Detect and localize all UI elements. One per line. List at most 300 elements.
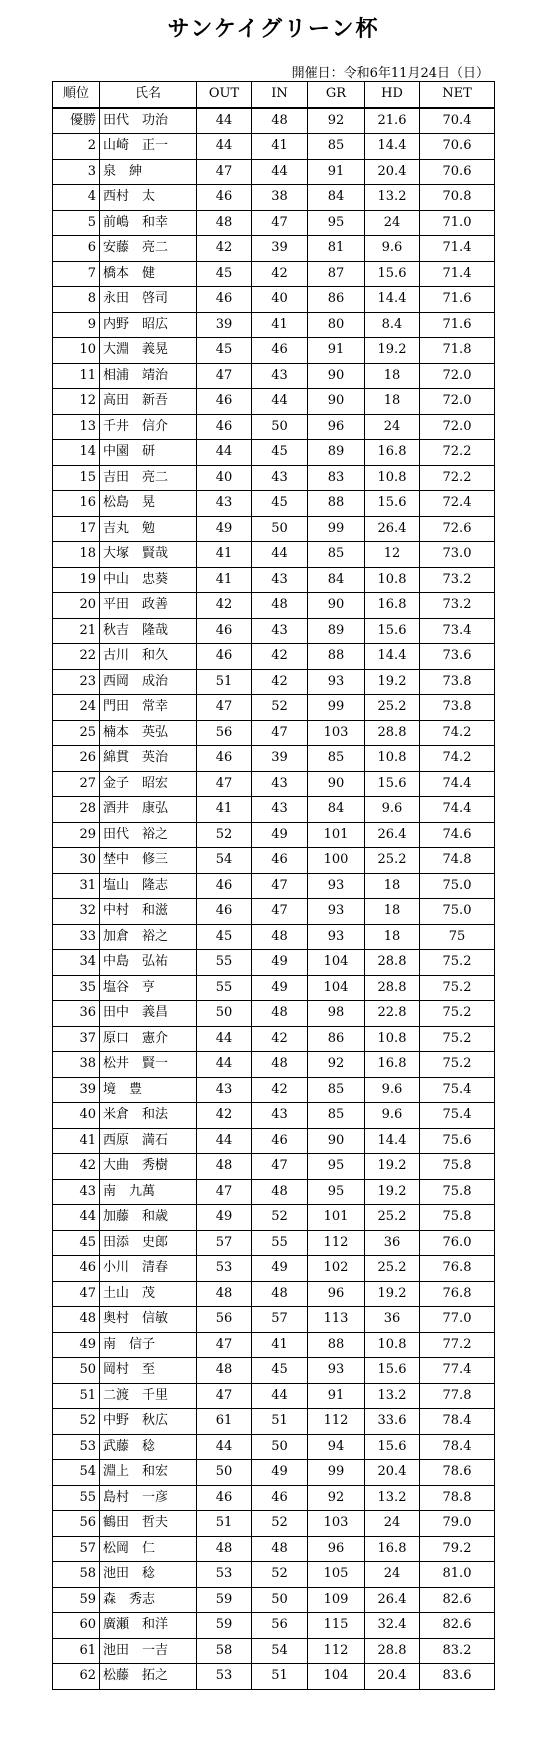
table-row (53, 950, 495, 976)
cell-handicap: 16.8 (365, 440, 420, 466)
cell-in: 42 (252, 644, 308, 670)
cell-out: 53 (197, 1562, 252, 1588)
cell-handicap: 28.8 (365, 720, 420, 746)
cell-net: 75.2 (420, 1026, 495, 1052)
cell-rank: 34 (53, 950, 100, 976)
cell-handicap: 18 (365, 389, 420, 415)
cell-net: 70.8 (420, 185, 495, 211)
cell-out: 49 (197, 1205, 252, 1231)
cell-net: 83.6 (420, 1664, 495, 1690)
cell-rank: 優勝 (53, 108, 100, 134)
cell-player-name: 南 九萬 (100, 1179, 197, 1205)
cell-gross: 85 (308, 1077, 365, 1103)
cell-player-name: 西岡 成治 (100, 669, 197, 695)
table-row (53, 975, 495, 1001)
cell-rank: 46 (53, 1256, 100, 1282)
cell-in: 45 (252, 440, 308, 466)
cell-in: 39 (252, 236, 308, 262)
cell-gross: 90 (308, 1128, 365, 1154)
cell-player-name: 廣瀬 和洋 (100, 1613, 197, 1639)
cell-player-name: 島村 一彦 (100, 1485, 197, 1511)
cell-out: 56 (197, 1307, 252, 1333)
cell-net: 78.6 (420, 1460, 495, 1486)
cell-in: 44 (252, 542, 308, 568)
cell-net: 77.0 (420, 1307, 495, 1333)
cell-in: 47 (252, 899, 308, 925)
cell-gross: 113 (308, 1307, 365, 1333)
cell-player-name: 南 信子 (100, 1332, 197, 1358)
cell-rank: 50 (53, 1358, 100, 1384)
table-row (53, 236, 495, 262)
table-row (53, 1460, 495, 1486)
table-row (53, 669, 495, 695)
cell-handicap: 20.4 (365, 159, 420, 185)
cell-in: 44 (252, 1383, 308, 1409)
cell-gross: 94 (308, 1434, 365, 1460)
cell-in: 56 (252, 1613, 308, 1639)
cell-handicap: 15.6 (365, 771, 420, 797)
cell-player-name: 田代 裕之 (100, 822, 197, 848)
cell-rank: 42 (53, 1154, 100, 1180)
cell-gross: 99 (308, 516, 365, 542)
cell-rank: 18 (53, 542, 100, 568)
table-row (53, 1179, 495, 1205)
cell-player-name: 橋本 健 (100, 261, 197, 287)
cell-rank: 28 (53, 797, 100, 823)
cell-in: 49 (252, 950, 308, 976)
cell-out: 50 (197, 1001, 252, 1027)
cell-gross: 101 (308, 1205, 365, 1231)
cell-player-name: 池田 稔 (100, 1562, 197, 1588)
header-in: IN (252, 82, 308, 108)
cell-player-name: 中村 和滋 (100, 899, 197, 925)
cell-handicap: 25.2 (365, 848, 420, 874)
cell-handicap: 33.6 (365, 1409, 420, 1435)
cell-gross: 104 (308, 1664, 365, 1690)
cell-out: 47 (197, 363, 252, 389)
cell-out: 59 (197, 1587, 252, 1613)
cell-out: 46 (197, 899, 252, 925)
table-row (53, 797, 495, 823)
cell-player-name: 吉丸 勉 (100, 516, 197, 542)
cell-gross: 103 (308, 1511, 365, 1537)
table-row (53, 1409, 495, 1435)
cell-net: 71.4 (420, 236, 495, 262)
cell-gross: 92 (308, 1052, 365, 1078)
cell-net: 73.6 (420, 644, 495, 670)
cell-in: 41 (252, 312, 308, 338)
cell-handicap: 18 (365, 363, 420, 389)
table-row (53, 1103, 495, 1129)
cell-net: 73.2 (420, 593, 495, 619)
cell-net: 71.0 (420, 210, 495, 236)
cell-net: 73.8 (420, 695, 495, 721)
cell-player-name: 中島 弘祐 (100, 950, 197, 976)
table-row (53, 695, 495, 721)
cell-net: 75.2 (420, 1052, 495, 1078)
cell-gross: 80 (308, 312, 365, 338)
header-gross: GR (308, 82, 365, 108)
cell-player-name: 奥村 信敏 (100, 1307, 197, 1333)
cell-player-name: 中園 研 (100, 440, 197, 466)
cell-handicap: 25.2 (365, 1205, 420, 1231)
cell-net: 71.4 (420, 261, 495, 287)
cell-rank: 29 (53, 822, 100, 848)
event-date: 開催日：令和6年11月24日（日） (291, 66, 489, 81)
table-row (53, 159, 495, 185)
cell-rank: 58 (53, 1562, 100, 1588)
cell-player-name: 大塚 賢哉 (100, 542, 197, 568)
cell-rank: 62 (53, 1664, 100, 1690)
cell-net: 72.4 (420, 491, 495, 517)
cell-out: 46 (197, 644, 252, 670)
cell-gross: 88 (308, 1332, 365, 1358)
cell-net: 77.4 (420, 1358, 495, 1384)
results-table (52, 81, 495, 1690)
table-row (53, 1613, 495, 1639)
table-row (53, 134, 495, 160)
table-row (53, 1562, 495, 1588)
cell-rank: 52 (53, 1409, 100, 1435)
cell-gross: 84 (308, 567, 365, 593)
cell-handicap: 16.8 (365, 1536, 420, 1562)
cell-handicap: 16.8 (365, 1052, 420, 1078)
cell-rank: 7 (53, 261, 100, 287)
cell-player-name: 淵上 和宏 (100, 1460, 197, 1486)
table-row (53, 873, 495, 899)
cell-in: 48 (252, 1001, 308, 1027)
cell-rank: 36 (53, 1001, 100, 1027)
cell-net: 75.6 (420, 1128, 495, 1154)
cell-rank: 51 (53, 1383, 100, 1409)
cell-handicap: 28.8 (365, 1638, 420, 1664)
cell-handicap: 36 (365, 1307, 420, 1333)
cell-gross: 99 (308, 1460, 365, 1486)
table-row (53, 1664, 495, 1690)
cell-out: 47 (197, 771, 252, 797)
cell-rank: 10 (53, 338, 100, 364)
cell-out: 53 (197, 1664, 252, 1690)
cell-rank: 45 (53, 1230, 100, 1256)
cell-net: 74.2 (420, 746, 495, 772)
cell-net: 71.6 (420, 287, 495, 313)
table-row (53, 465, 495, 491)
table-row (53, 210, 495, 236)
cell-in: 42 (252, 1026, 308, 1052)
cell-rank: 37 (53, 1026, 100, 1052)
cell-net: 75.8 (420, 1154, 495, 1180)
cell-rank: 5 (53, 210, 100, 236)
cell-in: 46 (252, 848, 308, 874)
cell-rank: 13 (53, 414, 100, 440)
cell-player-name: 西村 太 (100, 185, 197, 211)
cell-rank: 55 (53, 1485, 100, 1511)
cell-out: 46 (197, 287, 252, 313)
table-row (53, 414, 495, 440)
cell-rank: 35 (53, 975, 100, 1001)
cell-player-name: 中山 忠葵 (100, 567, 197, 593)
cell-player-name: 田代 功治 (100, 108, 197, 134)
cell-handicap: 19.2 (365, 338, 420, 364)
cell-player-name: 小川 清春 (100, 1256, 197, 1282)
table-row (53, 491, 495, 517)
cell-gross: 112 (308, 1230, 365, 1256)
table-row (53, 899, 495, 925)
cell-out: 61 (197, 1409, 252, 1435)
cell-out: 46 (197, 414, 252, 440)
cell-gross: 91 (308, 1383, 365, 1409)
table-row (53, 338, 495, 364)
table-row (53, 771, 495, 797)
cell-in: 49 (252, 1256, 308, 1282)
cell-player-name: 武藤 稔 (100, 1434, 197, 1460)
cell-rank: 47 (53, 1281, 100, 1307)
cell-rank: 59 (53, 1587, 100, 1613)
cell-net: 75 (420, 924, 495, 950)
cell-player-name: 大曲 秀樹 (100, 1154, 197, 1180)
cell-gross: 93 (308, 1358, 365, 1384)
cell-player-name: 中野 秋広 (100, 1409, 197, 1435)
cell-net: 70.6 (420, 159, 495, 185)
cell-rank: 17 (53, 516, 100, 542)
table-row (53, 1230, 495, 1256)
cell-in: 52 (252, 1511, 308, 1537)
table-row (53, 1128, 495, 1154)
cell-handicap: 9.6 (365, 236, 420, 262)
cell-net: 74.4 (420, 771, 495, 797)
cell-out: 42 (197, 593, 252, 619)
cell-gross: 95 (308, 1154, 365, 1180)
cell-rank: 61 (53, 1638, 100, 1664)
cell-gross: 85 (308, 1103, 365, 1129)
cell-gross: 104 (308, 975, 365, 1001)
cell-net: 72.2 (420, 465, 495, 491)
cell-rank: 2 (53, 134, 100, 160)
cell-out: 55 (197, 975, 252, 1001)
table-row (53, 312, 495, 338)
cell-in: 43 (252, 797, 308, 823)
cell-out: 41 (197, 542, 252, 568)
cell-rank: 38 (53, 1052, 100, 1078)
table-row (53, 1256, 495, 1282)
cell-in: 43 (252, 618, 308, 644)
cell-in: 49 (252, 975, 308, 1001)
cell-gross: 87 (308, 261, 365, 287)
cell-player-name: 高田 新吾 (100, 389, 197, 415)
cell-net: 75.8 (420, 1179, 495, 1205)
cell-handicap: 13.2 (365, 1485, 420, 1511)
cell-out: 48 (197, 1358, 252, 1384)
cell-handicap: 12 (365, 542, 420, 568)
cell-gross: 104 (308, 950, 365, 976)
cell-gross: 84 (308, 185, 365, 211)
cell-out: 42 (197, 236, 252, 262)
cell-gross: 88 (308, 644, 365, 670)
cell-in: 41 (252, 134, 308, 160)
cell-gross: 81 (308, 236, 365, 262)
cell-gross: 90 (308, 389, 365, 415)
table-row (53, 720, 495, 746)
cell-gross: 112 (308, 1409, 365, 1435)
cell-handicap: 14.4 (365, 1128, 420, 1154)
page-title: サンケイグリーン杯 (167, 16, 380, 42)
cell-handicap: 22.8 (365, 1001, 420, 1027)
cell-gross: 91 (308, 159, 365, 185)
cell-out: 46 (197, 873, 252, 899)
cell-player-name: 池田 一吉 (100, 1638, 197, 1664)
cell-handicap: 36 (365, 1230, 420, 1256)
cell-handicap: 19.2 (365, 669, 420, 695)
cell-gross: 102 (308, 1256, 365, 1282)
cell-net: 75.4 (420, 1103, 495, 1129)
cell-out: 50 (197, 1460, 252, 1486)
table-row (53, 593, 495, 619)
cell-gross: 88 (308, 491, 365, 517)
cell-gross: 93 (308, 669, 365, 695)
cell-rank: 30 (53, 848, 100, 874)
table-row (53, 1281, 495, 1307)
cell-in: 49 (252, 1460, 308, 1486)
cell-in: 45 (252, 1358, 308, 1384)
cell-rank: 41 (53, 1128, 100, 1154)
table-row (53, 644, 495, 670)
cell-in: 44 (252, 159, 308, 185)
cell-player-name: 千井 信介 (100, 414, 197, 440)
cell-handicap: 28.8 (365, 950, 420, 976)
table-row (53, 924, 495, 950)
table-row (53, 1001, 495, 1027)
header-net: NET (420, 82, 495, 108)
cell-player-name: 岡村 至 (100, 1358, 197, 1384)
table-row (53, 567, 495, 593)
cell-player-name: 松藤 拓之 (100, 1664, 197, 1690)
cell-gross: 86 (308, 287, 365, 313)
cell-rank: 14 (53, 440, 100, 466)
cell-player-name: 平田 政善 (100, 593, 197, 619)
cell-rank: 23 (53, 669, 100, 695)
cell-player-name: 土山 茂 (100, 1281, 197, 1307)
cell-rank: 56 (53, 1511, 100, 1537)
cell-rank: 33 (53, 924, 100, 950)
cell-net: 79.2 (420, 1536, 495, 1562)
cell-gross: 115 (308, 1613, 365, 1639)
cell-in: 43 (252, 567, 308, 593)
table-row (53, 1154, 495, 1180)
cell-handicap: 24 (365, 1511, 420, 1537)
cell-in: 55 (252, 1230, 308, 1256)
cell-net: 83.2 (420, 1638, 495, 1664)
cell-rank: 15 (53, 465, 100, 491)
cell-gross: 91 (308, 338, 365, 364)
cell-gross: 99 (308, 695, 365, 721)
table-row (53, 516, 495, 542)
table-row (53, 1307, 495, 1333)
cell-handicap: 14.4 (365, 134, 420, 160)
cell-out: 45 (197, 924, 252, 950)
cell-handicap: 25.2 (365, 695, 420, 721)
cell-net: 78.4 (420, 1434, 495, 1460)
cell-gross: 93 (308, 924, 365, 950)
cell-net: 73.4 (420, 618, 495, 644)
cell-rank: 32 (53, 899, 100, 925)
cell-gross: 98 (308, 1001, 365, 1027)
cell-gross: 86 (308, 1026, 365, 1052)
cell-gross: 92 (308, 108, 365, 134)
cell-in: 40 (252, 287, 308, 313)
cell-rank: 40 (53, 1103, 100, 1129)
cell-handicap: 15.6 (365, 491, 420, 517)
cell-out: 44 (197, 1128, 252, 1154)
cell-in: 42 (252, 1077, 308, 1103)
cell-player-name: 前嶋 和幸 (100, 210, 197, 236)
cell-handicap: 15.6 (365, 618, 420, 644)
cell-gross: 95 (308, 210, 365, 236)
cell-in: 43 (252, 771, 308, 797)
results-body (53, 108, 495, 1690)
cell-handicap: 28.8 (365, 975, 420, 1001)
cell-in: 51 (252, 1664, 308, 1690)
cell-gross: 101 (308, 822, 365, 848)
cell-handicap: 26.4 (365, 1587, 420, 1613)
cell-out: 45 (197, 261, 252, 287)
cell-player-name: 米倉 和法 (100, 1103, 197, 1129)
cell-in: 42 (252, 261, 308, 287)
cell-net: 74.6 (420, 822, 495, 848)
cell-net: 73.8 (420, 669, 495, 695)
cell-out: 44 (197, 134, 252, 160)
cell-net: 71.8 (420, 338, 495, 364)
cell-net: 72.0 (420, 389, 495, 415)
header-name: 氏名 (100, 82, 197, 108)
cell-handicap: 25.2 (365, 1256, 420, 1282)
cell-handicap: 26.4 (365, 516, 420, 542)
cell-player-name: 境 豊 (100, 1077, 197, 1103)
cell-gross: 92 (308, 1485, 365, 1511)
cell-in: 38 (252, 185, 308, 211)
cell-out: 59 (197, 1613, 252, 1639)
table-row (53, 1332, 495, 1358)
cell-rank: 43 (53, 1179, 100, 1205)
cell-handicap: 18 (365, 899, 420, 925)
cell-out: 58 (197, 1638, 252, 1664)
cell-handicap: 10.8 (365, 567, 420, 593)
cell-rank: 11 (53, 363, 100, 389)
cell-gross: 100 (308, 848, 365, 874)
cell-out: 41 (197, 797, 252, 823)
cell-out: 52 (197, 822, 252, 848)
cell-player-name: 内野 昭広 (100, 312, 197, 338)
cell-handicap: 15.6 (365, 1358, 420, 1384)
cell-net: 73.2 (420, 567, 495, 593)
cell-handicap: 19.2 (365, 1179, 420, 1205)
cell-handicap: 20.4 (365, 1664, 420, 1690)
cell-net: 77.8 (420, 1383, 495, 1409)
cell-gross: 90 (308, 593, 365, 619)
cell-net: 75.2 (420, 975, 495, 1001)
cell-player-name: 相浦 靖治 (100, 363, 197, 389)
cell-handicap: 15.6 (365, 261, 420, 287)
cell-player-name: 松岡 仁 (100, 1536, 197, 1562)
header-out: OUT (197, 82, 252, 108)
cell-out: 47 (197, 1383, 252, 1409)
cell-player-name: 泉 紳 (100, 159, 197, 185)
cell-rank: 44 (53, 1205, 100, 1231)
table-row (53, 389, 495, 415)
cell-handicap: 16.8 (365, 593, 420, 619)
table-row (53, 1077, 495, 1103)
cell-player-name: 山崎 正一 (100, 134, 197, 160)
table-row (53, 746, 495, 772)
